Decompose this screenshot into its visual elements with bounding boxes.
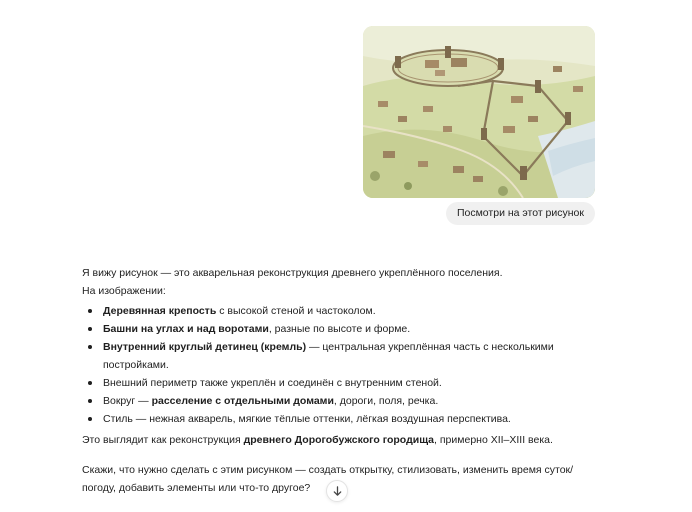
scroll-to-bottom-button[interactable] bbox=[326, 480, 348, 502]
reply-bullet-list bbox=[82, 302, 602, 428]
user-uploaded-image[interactable] bbox=[363, 26, 595, 198]
user-message-bubble: Посмотри на этот рисунок bbox=[446, 202, 595, 225]
list-item: Внешний периметр также укреплён и соединён с внутренним стеной. bbox=[82, 374, 602, 392]
reply-conclusion: Это выглядит как реконструкция древнего Дорогобужского городища, примерно XII–XIII века. bbox=[82, 434, 553, 446]
reply-intro: Я вижу рисунок — это акварельная реконструкция древнего укреплённого поселения. bbox=[82, 267, 503, 279]
reply-intro-subheading: На изображении: bbox=[82, 285, 166, 297]
list-item: Башни на углах и над воротами, разные по высоте и форме. bbox=[82, 320, 602, 338]
fortress-watercolor-image bbox=[363, 26, 595, 198]
list-item: Деревянная крепость с высокой стеной и частоколом. bbox=[82, 302, 602, 320]
reply-question: Скажи, что нужно сделать с этим рисунком — создать открытку, стилизовать, изменить время суток/погоду, добавить элементы или что-то другое? bbox=[82, 464, 574, 494]
list-item: Стиль — нежная акварель, мягкие тёплые оттенки, лёгкая воздушная перспектива. bbox=[82, 410, 602, 428]
arrow-down-icon bbox=[332, 486, 343, 497]
list-item: Вокруг — расселение с отдельными домами, дороги, поля, речка. bbox=[82, 392, 602, 410]
list-item: Внутренний круглый детинец (кремль) — центральная укреплённая часть с несколькими постройками. bbox=[82, 338, 602, 374]
assistant-reply bbox=[82, 264, 602, 497]
